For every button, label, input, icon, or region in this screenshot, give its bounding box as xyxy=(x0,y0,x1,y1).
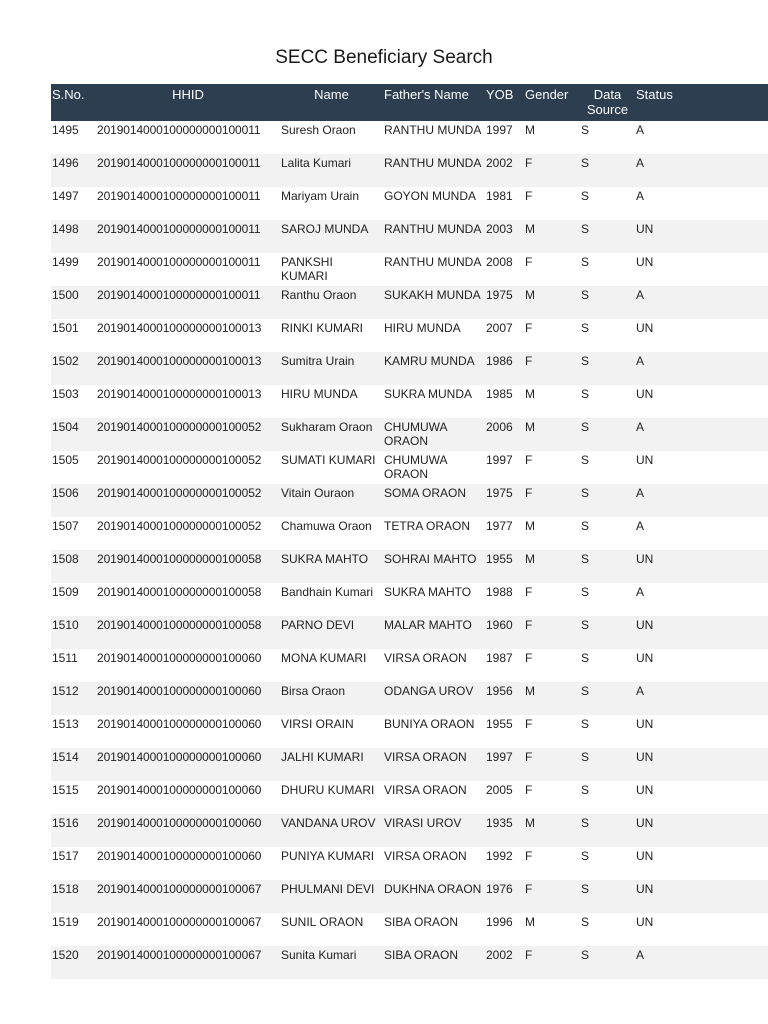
cell-status: A xyxy=(636,123,645,137)
header-sno: S.No. xyxy=(52,87,85,102)
table-row xyxy=(51,385,768,418)
cell-status: A xyxy=(636,486,645,500)
cell-hhid: 2019014000100000000100060 xyxy=(97,750,262,764)
cell-sno: 1518 xyxy=(52,882,79,896)
cell-data-source: S xyxy=(581,948,590,962)
cell-father-name: GOYON MUNDA xyxy=(384,189,477,203)
cell-data-source: S xyxy=(581,453,590,467)
cell-sno: 1507 xyxy=(52,519,79,533)
cell-father-name: CHUMUWA ORAON xyxy=(384,420,447,448)
cell-father-name: MALAR MAHTO xyxy=(384,618,472,632)
cell-sno: 1500 xyxy=(52,288,79,302)
cell-status: UN xyxy=(636,618,654,632)
cell-yob: 1977 xyxy=(486,519,513,533)
cell-hhid: 2019014000100000000100060 xyxy=(97,849,262,863)
table-row xyxy=(51,715,768,748)
cell-hhid: 2019014000100000000100060 xyxy=(97,684,262,698)
table-row xyxy=(51,517,768,550)
cell-father-name: ODANGA UROV xyxy=(384,684,474,698)
cell-name: Bandhain Kumari xyxy=(281,585,374,599)
cell-yob: 1976 xyxy=(486,882,513,896)
cell-yob: 1987 xyxy=(486,651,513,665)
cell-status: A xyxy=(636,288,645,302)
cell-status: A xyxy=(636,948,645,962)
cell-gender: F xyxy=(525,618,533,632)
cell-name: Chamuwa Oraon xyxy=(281,519,372,533)
header-hhid: HHID xyxy=(172,87,204,102)
cell-father-name: SIBA ORAON xyxy=(384,948,459,962)
cell-father-name: SUKRA MAHTO xyxy=(384,585,472,599)
cell-yob: 1960 xyxy=(486,618,513,632)
cell-yob: 1992 xyxy=(486,849,513,863)
header-name: Name xyxy=(314,87,349,102)
cell-gender: M xyxy=(525,288,535,302)
cell-status: UN xyxy=(636,321,654,335)
cell-sno: 1505 xyxy=(52,453,79,467)
cell-sno: 1513 xyxy=(52,717,79,731)
header-yob: YOB xyxy=(486,87,514,102)
cell-name: Vitain Ouraon xyxy=(281,486,355,500)
cell-sno: 1502 xyxy=(52,354,79,368)
cell-name: SAROJ MUNDA xyxy=(281,222,369,236)
cell-data-source: S xyxy=(581,354,590,368)
cell-sno: 1503 xyxy=(52,387,79,401)
cell-name: PANKSHI KUMARI xyxy=(281,255,333,283)
cell-sno: 1496 xyxy=(52,156,79,170)
cell-father-name: TETRA ORAON xyxy=(384,519,471,533)
cell-data-source: S xyxy=(581,321,590,335)
table-row xyxy=(51,814,768,847)
cell-gender: F xyxy=(525,321,533,335)
cell-name: Suresh Oraon xyxy=(281,123,356,137)
cell-gender: M xyxy=(525,519,535,533)
cell-gender: M xyxy=(525,420,535,434)
table-row xyxy=(51,649,768,682)
cell-status: A xyxy=(636,354,645,368)
cell-name: PUNIYA KUMARI xyxy=(281,849,375,863)
page-title: SECC Beneficiary Search xyxy=(275,47,493,68)
cell-data-source: S xyxy=(581,882,590,896)
cell-father-name: SUKAKH MUNDA xyxy=(384,288,481,302)
table-row xyxy=(51,154,768,187)
cell-sno: 1501 xyxy=(52,321,79,335)
cell-gender: F xyxy=(525,783,533,797)
cell-sno: 1506 xyxy=(52,486,79,500)
cell-hhid: 2019014000100000000100013 xyxy=(97,321,262,335)
cell-gender: F xyxy=(525,156,533,170)
cell-data-source: S xyxy=(581,486,590,500)
cell-gender: M xyxy=(525,123,535,137)
cell-hhid: 2019014000100000000100011 xyxy=(97,288,261,302)
cell-name: Ranthu Oraon xyxy=(281,288,357,302)
cell-gender: M xyxy=(525,387,535,401)
cell-yob: 2007 xyxy=(486,321,513,335)
cell-sno: 1495 xyxy=(52,123,79,137)
cell-status: A xyxy=(636,156,645,170)
cell-hhid: 2019014000100000000100060 xyxy=(97,783,262,797)
cell-data-source: S xyxy=(581,420,590,434)
table-row xyxy=(51,319,768,352)
cell-father-name: HIRU MUNDA xyxy=(384,321,461,335)
cell-gender: M xyxy=(525,684,535,698)
cell-status: UN xyxy=(636,750,654,764)
table-row xyxy=(51,880,768,913)
cell-data-source: S xyxy=(581,618,590,632)
cell-gender: F xyxy=(525,717,533,731)
cell-sno: 1499 xyxy=(52,255,79,269)
cell-data-source: S xyxy=(581,519,590,533)
cell-gender: F xyxy=(525,585,533,599)
cell-gender: F xyxy=(525,750,533,764)
table-row xyxy=(51,121,768,154)
cell-data-source: S xyxy=(581,783,590,797)
cell-father-name: SOHRAI MAHTO xyxy=(384,552,477,566)
cell-hhid: 2019014000100000000100013 xyxy=(97,354,262,368)
cell-name: Sumitra Urain xyxy=(281,354,355,368)
cell-father-name: SOMA ORAON xyxy=(384,486,467,500)
cell-data-source: S xyxy=(581,255,590,269)
cell-sno: 1514 xyxy=(52,750,79,764)
cell-hhid: 2019014000100000000100060 xyxy=(97,651,262,665)
cell-gender: M xyxy=(525,915,535,929)
cell-status: UN xyxy=(636,816,654,830)
table-row xyxy=(51,187,768,220)
cell-status: A xyxy=(636,189,645,203)
cell-hhid: 2019014000100000000100052 xyxy=(97,420,262,434)
cell-status: UN xyxy=(636,255,654,269)
cell-gender: F xyxy=(525,354,533,368)
cell-status: UN xyxy=(636,552,654,566)
cell-hhid: 2019014000100000000100011 xyxy=(97,189,261,203)
cell-hhid: 2019014000100000000100011 xyxy=(97,255,261,269)
cell-hhid: 2019014000100000000100058 xyxy=(97,618,262,632)
cell-status: UN xyxy=(636,849,654,863)
table-row xyxy=(51,253,768,286)
cell-name: PARNO DEVI xyxy=(281,618,355,632)
cell-yob: 1988 xyxy=(486,585,513,599)
table-row xyxy=(51,781,768,814)
cell-father-name: VIRASI UROV xyxy=(384,816,462,830)
header-gender: Gender xyxy=(525,87,569,102)
cell-status: A xyxy=(636,519,645,533)
cell-father-name: DUKHNA ORAON xyxy=(384,882,482,896)
cell-hhid: 2019014000100000000100013 xyxy=(97,387,262,401)
header-row xyxy=(51,84,768,121)
cell-gender: F xyxy=(525,255,533,269)
cell-gender: F xyxy=(525,189,533,203)
cell-name: Sunita Kumari xyxy=(281,948,357,962)
cell-father-name: RANTHU MUNDA xyxy=(384,156,482,170)
cell-status: UN xyxy=(636,387,654,401)
cell-status: A xyxy=(636,684,645,698)
cell-data-source: S xyxy=(581,684,590,698)
cell-data-source: S xyxy=(581,915,590,929)
cell-yob: 1985 xyxy=(486,387,513,401)
table-row xyxy=(51,451,768,484)
cell-data-source: S xyxy=(581,189,590,203)
cell-sno: 1510 xyxy=(52,618,79,632)
cell-gender: F xyxy=(525,486,533,500)
cell-father-name: RANTHU MUNDA xyxy=(384,123,482,137)
cell-name: Lalita Kumari xyxy=(281,156,352,170)
cell-hhid: 2019014000100000000100060 xyxy=(97,717,262,731)
table-row xyxy=(51,847,768,880)
cell-hhid: 2019014000100000000100011 xyxy=(97,123,261,137)
cell-hhid: 2019014000100000000100052 xyxy=(97,453,262,467)
cell-father-name: VIRSA ORAON xyxy=(384,750,467,764)
cell-yob: 1955 xyxy=(486,717,513,731)
cell-father-name: VIRSA ORAON xyxy=(384,849,467,863)
table-header xyxy=(51,84,768,121)
table-row xyxy=(51,418,768,451)
cell-hhid: 2019014000100000000100067 xyxy=(97,948,262,962)
cell-name: PHULMANI DEVI xyxy=(281,882,375,896)
cell-data-source: S xyxy=(581,387,590,401)
table-row xyxy=(51,682,768,715)
cell-hhid: 2019014000100000000100052 xyxy=(97,486,262,500)
cell-data-source: S xyxy=(581,717,590,731)
cell-yob: 1997 xyxy=(486,123,513,137)
cell-yob: 1975 xyxy=(486,486,513,500)
cell-sno: 1498 xyxy=(52,222,79,236)
cell-sno: 1517 xyxy=(52,849,79,863)
cell-name: SUKRA MAHTO xyxy=(281,552,369,566)
cell-status: UN xyxy=(636,453,654,467)
cell-name: MONA KUMARI xyxy=(281,651,367,665)
cell-status: A xyxy=(636,420,645,434)
cell-yob: 2002 xyxy=(486,948,513,962)
cell-data-source: S xyxy=(581,552,590,566)
cell-status: UN xyxy=(636,222,654,236)
cell-name: Mariyam Urain xyxy=(281,189,360,203)
cell-gender: F xyxy=(525,849,533,863)
cell-gender: F xyxy=(525,651,533,665)
header-father-name: Father's Name xyxy=(384,87,469,102)
cell-data-source: S xyxy=(581,123,590,137)
cell-sno: 1509 xyxy=(52,585,79,599)
cell-sno: 1515 xyxy=(52,783,79,797)
table-row xyxy=(51,946,768,979)
header-data-source: Data Source xyxy=(586,87,629,117)
cell-data-source: S xyxy=(581,849,590,863)
cell-father-name: SUKRA MUNDA xyxy=(384,387,473,401)
cell-sno: 1512 xyxy=(52,684,79,698)
cell-hhid: 2019014000100000000100011 xyxy=(97,222,261,236)
cell-father-name: RANTHU MUNDA xyxy=(384,255,482,269)
cell-gender: F xyxy=(525,948,533,962)
cell-yob: 2002 xyxy=(486,156,513,170)
cell-gender: M xyxy=(525,222,535,236)
cell-gender: M xyxy=(525,552,535,566)
cell-status: UN xyxy=(636,651,654,665)
cell-data-source: S xyxy=(581,750,590,764)
cell-sno: 1516 xyxy=(52,816,79,830)
cell-sno: 1519 xyxy=(52,915,79,929)
cell-hhid: 2019014000100000000100011 xyxy=(97,156,261,170)
cell-father-name: VIRSA ORAON xyxy=(384,783,467,797)
cell-status: UN xyxy=(636,783,654,797)
cell-data-source: S xyxy=(581,651,590,665)
cell-yob: 2003 xyxy=(486,222,513,236)
table-row xyxy=(51,484,768,517)
cell-father-name: RANTHU MUNDA xyxy=(384,222,482,236)
cell-status: A xyxy=(636,585,645,599)
cell-name: DHURU KUMARI xyxy=(281,783,375,797)
beneficiary-table xyxy=(51,84,768,979)
table-body xyxy=(51,121,768,979)
cell-hhid: 2019014000100000000100060 xyxy=(97,816,262,830)
cell-data-source: S xyxy=(581,288,590,302)
cell-yob: 1956 xyxy=(486,684,513,698)
cell-yob: 2006 xyxy=(486,420,513,434)
cell-yob: 1935 xyxy=(486,816,513,830)
cell-name: RINKI KUMARI xyxy=(281,321,364,335)
cell-father-name: BUNIYA ORAON xyxy=(384,717,475,731)
cell-data-source: S xyxy=(581,156,590,170)
cell-name: VANDANA UROV xyxy=(281,816,376,830)
cell-yob: 1955 xyxy=(486,552,513,566)
cell-name: VIRSI ORAIN xyxy=(281,717,354,731)
cell-sno: 1504 xyxy=(52,420,79,434)
cell-name: SUMATI KUMARI xyxy=(281,453,376,467)
cell-gender: F xyxy=(525,882,533,896)
cell-yob: 1996 xyxy=(486,915,513,929)
cell-name: Sukharam Oraon xyxy=(281,420,373,434)
cell-yob: 2008 xyxy=(486,255,513,269)
cell-status: UN xyxy=(636,882,654,896)
cell-hhid: 2019014000100000000100052 xyxy=(97,519,262,533)
table-row xyxy=(51,550,768,583)
cell-father-name: VIRSA ORAON xyxy=(384,651,467,665)
cell-hhid: 2019014000100000000100067 xyxy=(97,915,262,929)
table-row xyxy=(51,913,768,946)
cell-sno: 1497 xyxy=(52,189,79,203)
cell-yob: 1981 xyxy=(486,189,513,203)
cell-hhid: 2019014000100000000100058 xyxy=(97,585,262,599)
cell-sno: 1511 xyxy=(52,651,78,665)
cell-gender: F xyxy=(525,453,533,467)
table-row xyxy=(51,748,768,781)
table-row xyxy=(51,616,768,649)
cell-father-name: CHUMUWA ORAON xyxy=(384,453,447,481)
cell-yob: 2005 xyxy=(486,783,513,797)
cell-data-source: S xyxy=(581,222,590,236)
cell-name: JALHI KUMARI xyxy=(281,750,364,764)
cell-name: SUNIL ORAON xyxy=(281,915,364,929)
cell-yob: 1997 xyxy=(486,750,513,764)
cell-gender: M xyxy=(525,816,535,830)
table-row xyxy=(51,352,768,385)
table-row xyxy=(51,583,768,616)
header-status: Status xyxy=(636,87,673,102)
cell-status: UN xyxy=(636,915,654,929)
table-row xyxy=(51,286,768,319)
cell-father-name: KAMRU MUNDA xyxy=(384,354,475,368)
cell-status: UN xyxy=(636,717,654,731)
cell-father-name: SIBA ORAON xyxy=(384,915,459,929)
cell-yob: 1986 xyxy=(486,354,513,368)
cell-hhid: 2019014000100000000100058 xyxy=(97,552,262,566)
cell-name: Birsa Oraon xyxy=(281,684,346,698)
table-row xyxy=(51,220,768,253)
cell-data-source: S xyxy=(581,585,590,599)
cell-data-source: S xyxy=(581,816,590,830)
cell-yob: 1997 xyxy=(486,453,513,467)
cell-sno: 1508 xyxy=(52,552,79,566)
cell-name: HIRU MUNDA xyxy=(281,387,358,401)
cell-yob: 1975 xyxy=(486,288,513,302)
cell-hhid: 2019014000100000000100067 xyxy=(97,882,262,896)
cell-sno: 1520 xyxy=(52,948,79,962)
